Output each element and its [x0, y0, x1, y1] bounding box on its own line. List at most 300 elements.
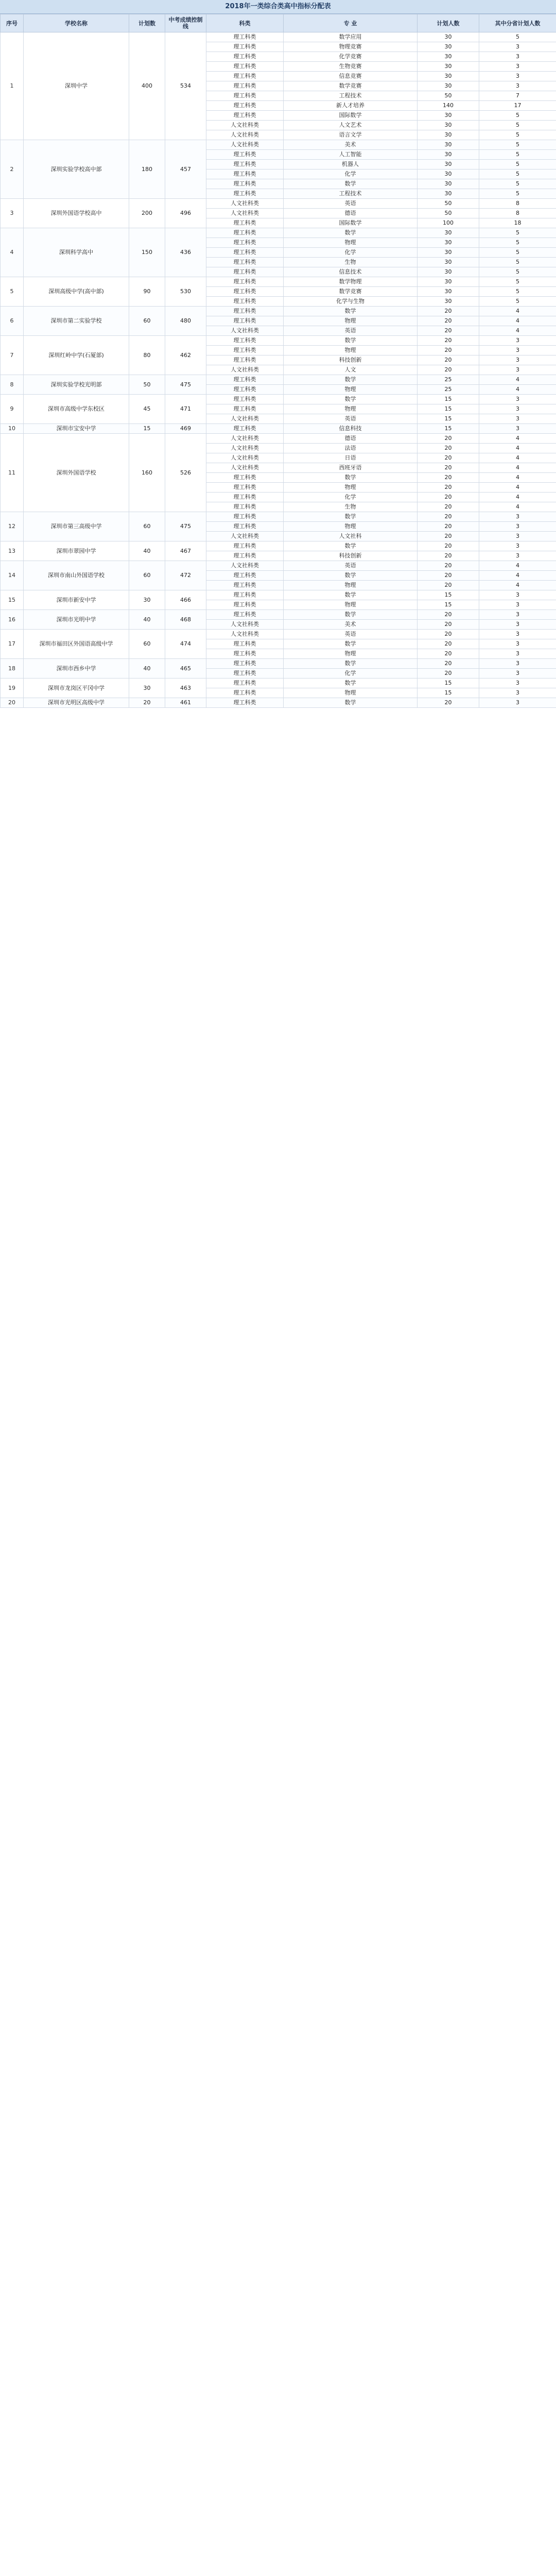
- major-name: 数学: [284, 395, 418, 404]
- major-name: 工程技术: [284, 91, 418, 101]
- major-name: 西班牙语: [284, 463, 418, 473]
- major-name: 数学: [284, 571, 418, 581]
- province-count: 3: [479, 551, 556, 561]
- major-count: 50: [418, 209, 479, 218]
- major-name: 物理竞赛: [284, 42, 418, 52]
- major-count: 20: [418, 365, 479, 375]
- major-name: 生物竞赛: [284, 62, 418, 72]
- score-line: 462: [165, 336, 206, 375]
- school-name: 深圳科学高中: [24, 228, 129, 277]
- plan-count: 30: [129, 679, 165, 698]
- major-name: 物理: [284, 688, 418, 698]
- subject-type: 理工科类: [206, 404, 284, 414]
- province-count: 4: [479, 483, 556, 493]
- province-count: 4: [479, 307, 556, 316]
- province-count: 5: [479, 258, 556, 267]
- major-count: 15: [418, 688, 479, 698]
- major-count: 30: [418, 248, 479, 258]
- province-count: 5: [479, 297, 556, 307]
- major-name: 物理: [284, 316, 418, 326]
- table-body: [1, 32, 556, 708]
- school-name: 深圳红岭中学(石厦部): [24, 336, 129, 375]
- major-count: 15: [418, 679, 479, 688]
- major-name: 物理: [284, 385, 418, 395]
- school-name: 深圳市光明区高级中学: [24, 698, 129, 708]
- major-name: 数学: [284, 473, 418, 483]
- province-count: 4: [479, 444, 556, 453]
- table-row: [1, 561, 556, 571]
- score-line: 461: [165, 698, 206, 708]
- subject-type: 人文社科类: [206, 444, 284, 453]
- school-name: 深圳中学: [24, 32, 129, 140]
- province-count: 3: [479, 395, 556, 404]
- subject-type: 理工科类: [206, 189, 284, 199]
- subject-type: 理工科类: [206, 42, 284, 52]
- row-number: 8: [1, 375, 24, 395]
- row-number: 13: [1, 541, 24, 561]
- table-row: [1, 698, 556, 708]
- province-count: 5: [479, 140, 556, 150]
- plan-count: 400: [129, 32, 165, 140]
- province-count: 4: [479, 571, 556, 581]
- subject-type: 理工科类: [206, 267, 284, 277]
- subject-type: 理工科类: [206, 610, 284, 620]
- table-row: [1, 590, 556, 600]
- subject-type: 理工科类: [206, 600, 284, 610]
- province-count: 5: [479, 238, 556, 248]
- table-row: [1, 140, 556, 150]
- major-count: 30: [418, 287, 479, 297]
- major-count: 30: [418, 179, 479, 189]
- province-count: 3: [479, 659, 556, 669]
- major-name: 数学: [284, 698, 418, 708]
- major-name: 数学: [284, 179, 418, 189]
- province-count: 3: [479, 404, 556, 414]
- major-name: 信息科技: [284, 424, 418, 434]
- major-count: 15: [418, 404, 479, 414]
- province-count: 5: [479, 287, 556, 297]
- subject-type: 理工科类: [206, 649, 284, 659]
- subject-type: 理工科类: [206, 258, 284, 267]
- score-line: 467: [165, 541, 206, 561]
- score-line: 496: [165, 199, 206, 228]
- subject-type: 理工科类: [206, 150, 284, 160]
- subject-type: 人文社科类: [206, 121, 284, 130]
- score-line: 474: [165, 630, 206, 659]
- row-number: 10: [1, 424, 24, 434]
- school-name: 深圳实验学校高中部: [24, 140, 129, 199]
- plan-count: 45: [129, 395, 165, 424]
- major-count: 20: [418, 346, 479, 355]
- score-line: 530: [165, 277, 206, 307]
- province-count: 5: [479, 130, 556, 140]
- score-line: 465: [165, 659, 206, 679]
- province-count: 5: [479, 160, 556, 170]
- province-count: 3: [479, 62, 556, 72]
- province-count: 3: [479, 81, 556, 91]
- score-line: 475: [165, 375, 206, 395]
- province-count: 4: [479, 502, 556, 512]
- subject-type: 理工科类: [206, 522, 284, 532]
- major-count: 20: [418, 307, 479, 316]
- table-row: [1, 395, 556, 404]
- major-name: 物理: [284, 238, 418, 248]
- subject-type: 理工科类: [206, 551, 284, 561]
- major-name: 化学: [284, 493, 418, 502]
- major-count: 30: [418, 62, 479, 72]
- major-name: 新人才培养: [284, 101, 418, 111]
- major-name: 物理: [284, 581, 418, 590]
- major-count: 140: [418, 101, 479, 111]
- major-name: 德语: [284, 209, 418, 218]
- province-count: 5: [479, 277, 556, 287]
- major-count: 20: [418, 522, 479, 532]
- major-count: 30: [418, 111, 479, 121]
- row-number: 6: [1, 307, 24, 336]
- major-count: 20: [418, 620, 479, 630]
- column-header: 计划数: [129, 14, 165, 32]
- major-count: 30: [418, 140, 479, 150]
- major-name: 数学: [284, 307, 418, 316]
- major-count: 30: [418, 238, 479, 248]
- province-count: 4: [479, 316, 556, 326]
- province-count: 3: [479, 698, 556, 708]
- province-count: 3: [479, 669, 556, 679]
- major-name: 数学: [284, 679, 418, 688]
- school-name: 深圳外国语学校高中: [24, 199, 129, 228]
- table-row: [1, 434, 556, 444]
- province-count: 5: [479, 179, 556, 189]
- school-name: 深圳市翠园中学: [24, 541, 129, 561]
- province-count: 17: [479, 101, 556, 111]
- subject-type: 理工科类: [206, 698, 284, 708]
- row-number: 20: [1, 698, 24, 708]
- score-line: 468: [165, 610, 206, 630]
- major-count: 20: [418, 698, 479, 708]
- plan-count: 60: [129, 561, 165, 590]
- province-count: 3: [479, 72, 556, 81]
- province-count: 3: [479, 355, 556, 365]
- major-count: 20: [418, 532, 479, 541]
- subject-type: 理工科类: [206, 571, 284, 581]
- major-count: 30: [418, 267, 479, 277]
- subject-type: 人文社科类: [206, 209, 284, 218]
- subject-type: 理工科类: [206, 218, 284, 228]
- subject-type: 人文社科类: [206, 434, 284, 444]
- subject-type: 理工科类: [206, 512, 284, 522]
- major-name: 数学: [284, 541, 418, 551]
- province-count: 3: [479, 600, 556, 610]
- subject-type: 理工科类: [206, 297, 284, 307]
- province-count: 4: [479, 473, 556, 483]
- row-number: 5: [1, 277, 24, 307]
- province-count: 3: [479, 688, 556, 698]
- major-name: 化学: [284, 669, 418, 679]
- province-count: 4: [479, 385, 556, 395]
- plan-count: 150: [129, 228, 165, 277]
- table-row: [1, 541, 556, 551]
- subject-type: 理工科类: [206, 483, 284, 493]
- major-count: 30: [418, 42, 479, 52]
- subject-type: 人文社科类: [206, 130, 284, 140]
- table-row: [1, 610, 556, 620]
- major-count: 50: [418, 91, 479, 101]
- subject-type: 理工科类: [206, 81, 284, 91]
- plan-count: 80: [129, 336, 165, 375]
- major-count: 30: [418, 189, 479, 199]
- major-name: 工程技术: [284, 189, 418, 199]
- province-count: 3: [479, 336, 556, 346]
- province-count: 3: [479, 639, 556, 649]
- column-header: 科类: [206, 14, 284, 32]
- major-name: 国际数学: [284, 111, 418, 121]
- row-number: 9: [1, 395, 24, 424]
- row-number: 19: [1, 679, 24, 698]
- province-count: 5: [479, 111, 556, 121]
- province-count: 4: [479, 434, 556, 444]
- subject-type: 理工科类: [206, 473, 284, 483]
- major-count: 20: [418, 571, 479, 581]
- subject-type: 理工科类: [206, 502, 284, 512]
- subject-type: 理工科类: [206, 91, 284, 101]
- table-row: [1, 277, 556, 287]
- plan-count: 15: [129, 424, 165, 434]
- province-count: 3: [479, 649, 556, 659]
- subject-type: 理工科类: [206, 424, 284, 434]
- subject-type: 理工科类: [206, 179, 284, 189]
- major-name: 数学竞赛: [284, 287, 418, 297]
- plan-count: 40: [129, 610, 165, 630]
- major-name: 国际数学: [284, 218, 418, 228]
- province-count: 5: [479, 32, 556, 42]
- province-count: 3: [479, 522, 556, 532]
- subject-type: 人文社科类: [206, 561, 284, 571]
- province-count: 8: [479, 209, 556, 218]
- score-line: 457: [165, 140, 206, 199]
- major-name: 化学: [284, 170, 418, 179]
- row-number: 17: [1, 630, 24, 659]
- major-count: 30: [418, 297, 479, 307]
- quota-table: [0, 14, 556, 708]
- row-number: 14: [1, 561, 24, 590]
- major-name: 生物: [284, 258, 418, 267]
- major-name: 数学: [284, 590, 418, 600]
- province-count: 4: [479, 453, 556, 463]
- score-line: 475: [165, 512, 206, 541]
- subject-type: 理工科类: [206, 493, 284, 502]
- score-line: 526: [165, 434, 206, 512]
- subject-type: 理工科类: [206, 170, 284, 179]
- major-name: 人文社科: [284, 532, 418, 541]
- subject-type: 理工科类: [206, 277, 284, 287]
- subject-type: 理工科类: [206, 590, 284, 600]
- subject-type: 理工科类: [206, 32, 284, 42]
- major-name: 数学应用: [284, 32, 418, 42]
- major-count: 30: [418, 170, 479, 179]
- major-name: 物理: [284, 346, 418, 355]
- major-count: 30: [418, 228, 479, 238]
- province-count: 7: [479, 91, 556, 101]
- major-name: 英语: [284, 326, 418, 336]
- major-count: 30: [418, 121, 479, 130]
- province-count: 5: [479, 121, 556, 130]
- plan-count: 40: [129, 659, 165, 679]
- major-name: 化学与生物: [284, 297, 418, 307]
- major-name: 数学: [284, 639, 418, 649]
- plan-count: 30: [129, 590, 165, 610]
- major-name: 日语: [284, 453, 418, 463]
- row-number: 1: [1, 32, 24, 140]
- major-name: 人文: [284, 365, 418, 375]
- subject-type: 理工科类: [206, 375, 284, 385]
- major-count: 20: [418, 551, 479, 561]
- province-count: 4: [479, 493, 556, 502]
- plan-count: 90: [129, 277, 165, 307]
- column-header: 中考成绩控制线: [165, 14, 206, 32]
- province-count: 3: [479, 512, 556, 522]
- province-count: 5: [479, 267, 556, 277]
- subject-type: 人文社科类: [206, 532, 284, 541]
- province-count: 5: [479, 248, 556, 258]
- major-name: 数学竞赛: [284, 81, 418, 91]
- major-count: 25: [418, 385, 479, 395]
- province-count: 3: [479, 42, 556, 52]
- school-name: 深圳市新安中学: [24, 590, 129, 610]
- subject-type: 理工科类: [206, 101, 284, 111]
- province-count: 4: [479, 581, 556, 590]
- province-count: 5: [479, 170, 556, 179]
- major-count: 20: [418, 434, 479, 444]
- school-name: 深圳市高级中学东校区: [24, 395, 129, 424]
- subject-type: 理工科类: [206, 160, 284, 170]
- major-count: 15: [418, 600, 479, 610]
- major-count: 100: [418, 218, 479, 228]
- table-row: [1, 679, 556, 688]
- major-count: 20: [418, 473, 479, 483]
- table-row: [1, 375, 556, 385]
- major-name: 化学竞赛: [284, 52, 418, 62]
- subject-type: 理工科类: [206, 679, 284, 688]
- subject-type: 人文社科类: [206, 199, 284, 209]
- province-count: 3: [479, 610, 556, 620]
- major-count: 30: [418, 277, 479, 287]
- subject-type: 理工科类: [206, 111, 284, 121]
- province-count: 3: [479, 346, 556, 355]
- major-name: 科技创新: [284, 355, 418, 365]
- subject-type: 理工科类: [206, 62, 284, 72]
- page-title: 2018年一类综合类高中指标分配表: [0, 0, 556, 14]
- plan-count: 50: [129, 375, 165, 395]
- major-count: 30: [418, 150, 479, 160]
- subject-type: 理工科类: [206, 659, 284, 669]
- province-count: 4: [479, 561, 556, 571]
- major-name: 美术: [284, 620, 418, 630]
- score-line: 480: [165, 307, 206, 336]
- plan-count: 60: [129, 512, 165, 541]
- table-row: [1, 228, 556, 238]
- subject-type: 理工科类: [206, 639, 284, 649]
- major-count: 20: [418, 581, 479, 590]
- score-line: 436: [165, 228, 206, 277]
- major-name: 信息竞赛: [284, 72, 418, 81]
- major-count: 20: [418, 659, 479, 669]
- major-name: 物理: [284, 600, 418, 610]
- score-line: 463: [165, 679, 206, 698]
- major-name: 法语: [284, 444, 418, 453]
- major-name: 人文艺术: [284, 121, 418, 130]
- major-name: 数学: [284, 610, 418, 620]
- major-name: 英语: [284, 561, 418, 571]
- subject-type: 理工科类: [206, 541, 284, 551]
- province-count: 5: [479, 189, 556, 199]
- school-name: 深圳高级中学(高中部): [24, 277, 129, 307]
- province-count: 4: [479, 463, 556, 473]
- province-count: 4: [479, 326, 556, 336]
- major-name: 英语: [284, 414, 418, 424]
- province-count: 3: [479, 620, 556, 630]
- major-name: 数学: [284, 512, 418, 522]
- major-count: 30: [418, 52, 479, 62]
- subject-type: 理工科类: [206, 355, 284, 365]
- major-count: 20: [418, 502, 479, 512]
- major-name: 数学物理: [284, 277, 418, 287]
- column-header: 其中分省计划人数: [479, 14, 556, 32]
- score-line: 466: [165, 590, 206, 610]
- table-row: [1, 199, 556, 209]
- major-name: 信息技术: [284, 267, 418, 277]
- subject-type: 理工科类: [206, 248, 284, 258]
- row-number: 15: [1, 590, 24, 610]
- major-count: 15: [418, 395, 479, 404]
- subject-type: 理工科类: [206, 238, 284, 248]
- table-row: [1, 424, 556, 434]
- province-count: 3: [479, 679, 556, 688]
- school-name: 深圳市福田区外国语高级中学: [24, 630, 129, 659]
- table-header-row: [1, 14, 556, 32]
- major-count: 20: [418, 483, 479, 493]
- major-count: 30: [418, 32, 479, 42]
- province-count: 18: [479, 218, 556, 228]
- major-count: 30: [418, 160, 479, 170]
- major-count: 20: [418, 610, 479, 620]
- major-count: 20: [418, 541, 479, 551]
- major-name: 机器人: [284, 160, 418, 170]
- school-name: 深圳市西乡中学: [24, 659, 129, 679]
- major-count: 20: [418, 326, 479, 336]
- table-row: [1, 630, 556, 639]
- province-count: 8: [479, 199, 556, 209]
- major-count: 50: [418, 199, 479, 209]
- subject-type: 人文社科类: [206, 365, 284, 375]
- subject-type: 人文社科类: [206, 140, 284, 150]
- plan-count: 60: [129, 307, 165, 336]
- major-name: 化学: [284, 248, 418, 258]
- province-count: 3: [479, 590, 556, 600]
- province-count: 4: [479, 375, 556, 385]
- subject-type: 理工科类: [206, 52, 284, 62]
- row-number: 16: [1, 610, 24, 630]
- major-name: 数学: [284, 375, 418, 385]
- major-name: 物理: [284, 404, 418, 414]
- province-count: 3: [479, 52, 556, 62]
- major-name: 英语: [284, 199, 418, 209]
- subject-type: 理工科类: [206, 346, 284, 355]
- major-count: 30: [418, 258, 479, 267]
- school-name: 深圳市宝安中学: [24, 424, 129, 434]
- subject-type: 理工科类: [206, 385, 284, 395]
- province-count: 5: [479, 150, 556, 160]
- province-count: 3: [479, 541, 556, 551]
